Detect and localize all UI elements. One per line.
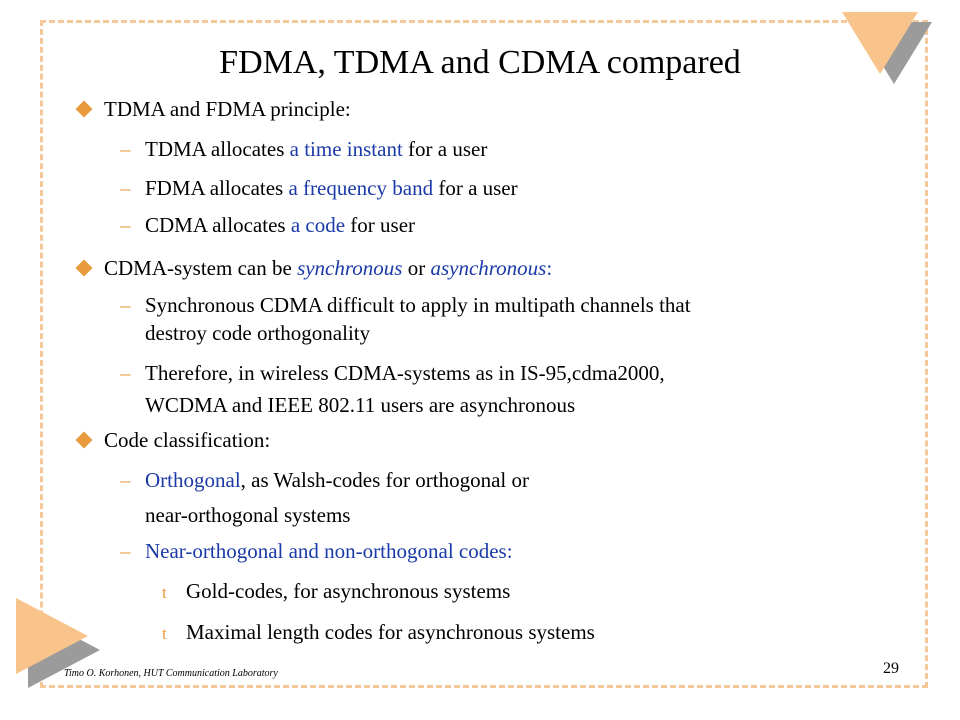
sub-item-orthogonal-cont: near-orthogonal systems [145,503,351,527]
corner-triangle-bottom-left [16,598,88,674]
sub-item-therefore: – Therefore, in wireless CDMA-systems as in IS-95,cdma2000, [120,361,665,385]
dash-marker: – [120,213,131,237]
page-number: 29 [883,660,899,677]
sub-item-cdma: – CDMA allocates a code for user [120,213,416,237]
bullet-tdma-fdma-principle: TDMA and FDMA principle: [104,97,351,121]
sub-item-tdma: – TDMA allocates a time instant for a user [120,137,488,161]
footer-author: Timo O. Korhonen, HUT Communication Laboratory [64,668,278,679]
dash-marker: – [120,361,131,385]
sub-item-near-orthogonal: – Near-orthogonal and non-orthogonal codes: [120,539,513,563]
dash-marker: – [120,137,131,161]
subsub-item-gold-codes: t Gold-codes, for asynchronous systems [162,578,510,606]
sub-item-therefore-cont: WCDMA and IEEE 802.11 users are asynchronous [145,393,576,417]
triangle-bullet-icon: t [162,583,167,602]
sub-item-fdma: – FDMA allocates a frequency band for a user [120,176,518,200]
sub-item-orthogonal: – Orthogonal, as Walsh-codes for orthogonal or [120,468,530,492]
bullet-cdma-sync: CDMA-system can be synchronous or asynchronous: [104,256,553,280]
dash-marker: – [120,539,131,563]
dash-marker: – [120,468,131,492]
subsub-item-maximal-length: t Maximal length codes for asynchronous systems [162,619,595,647]
dash-marker: – [120,293,131,317]
sub-item-synchronous: – Synchronous CDMA difficult to apply in multipath channels that [120,293,691,317]
dash-marker: – [120,176,131,200]
sub-item-synchronous-cont: destroy code orthogonality [145,321,371,345]
bullet-code-classification: Code classification: [104,428,271,452]
slide-title: FDMA, TDMA and CDMA compared [219,44,741,81]
triangle-bullet-icon: t [162,624,167,643]
